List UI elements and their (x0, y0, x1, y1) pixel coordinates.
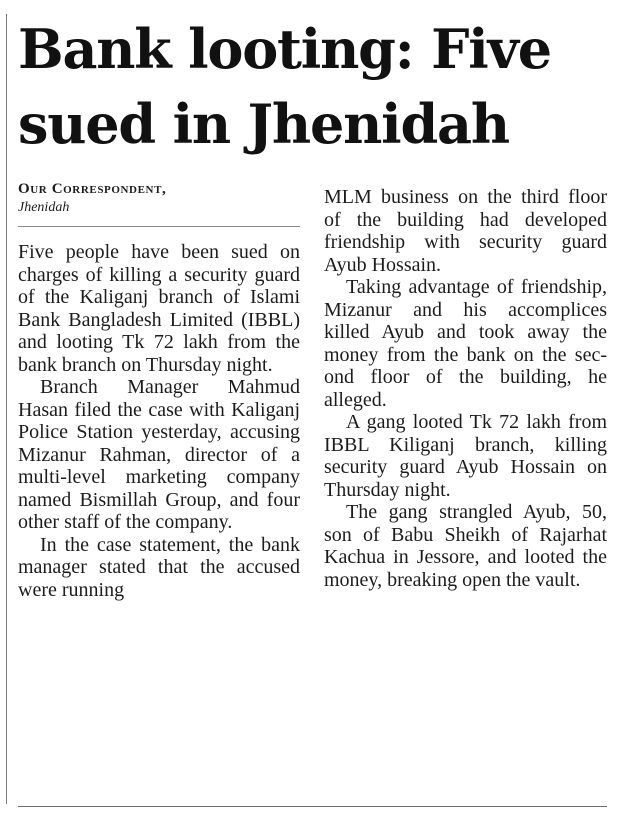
dateline: Jhenidah (18, 200, 70, 215)
paragraph-1: Five people have been sued on charges of killing a security guard of the Kaliganj branch of Islami Bank Bangladesh Limited (IBBL) and looting Tk 72 lakh from the bank branch on Thursday night. (18, 241, 300, 376)
paragraph-3-continued: MLM business on the third floor of the building had developed friendship with security guard Ayub Hossain. (324, 186, 607, 276)
paragraph-3-start: In the case statement, the bank manager stated that the accused were running (18, 533, 300, 601)
byline: Our Correspondent, (18, 181, 167, 197)
bottom-rule (18, 806, 607, 807)
paragraph-2: Branch Manager Mahmud Hasan filed the case with Kaliganj Police Station yesterday, accusing Mizanur Rahman, director of a multi-level marketing company named Bismillah Group, and four other staff of the company. (18, 376, 300, 533)
paragraph-5: A gang looted Tk 72 lakh from IBBL Kiliganj branch, killing security guard Ayub Hossain on Thursday night. (324, 411, 607, 501)
article-headline: Bank looting: Five sued in Jhenidah (18, 17, 551, 156)
left-column-rule (6, 14, 7, 804)
paragraph-4: Taking advantage of friendship, Mizanur and his accomplices killed Ayub and took away the money from the bank on the second floor of the building, he alleged. (324, 276, 607, 411)
paragraph-6: The gang strangled Ayub, 50, son of Babu Sheikh of Rajarhat Kachua in Jessore, and looted the money, breaking open the vault. (324, 501, 607, 591)
article-column-left (18, 180, 300, 601)
byline-divider (18, 226, 300, 227)
article-column-right (324, 186, 607, 591)
